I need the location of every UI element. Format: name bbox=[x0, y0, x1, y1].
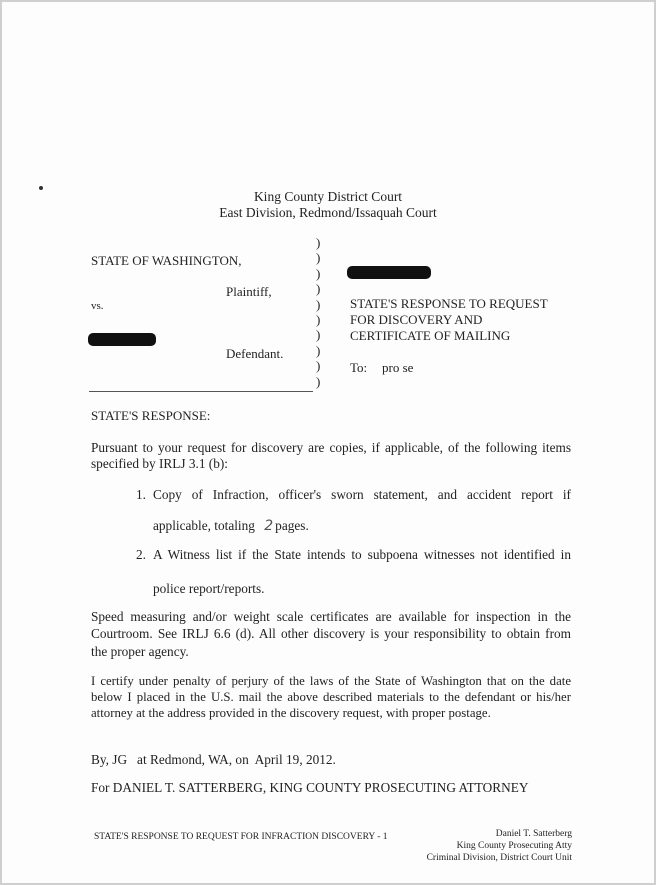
vs-label: vs. bbox=[91, 300, 104, 312]
to-value: pro se bbox=[382, 360, 414, 375]
to-label: To: bbox=[350, 360, 368, 375]
footer-attorney-unit: Criminal Division, District Court Unit bbox=[426, 853, 572, 863]
redacted-defendant-name bbox=[88, 333, 156, 346]
footer-attorney-office: King County Prosecuting Atty bbox=[456, 841, 572, 851]
item-2-line-1: A Witness list if the State intends to subpoena witnesses not identified in bbox=[153, 547, 571, 562]
intro-line-2: specified by IRLJ 3.1 (b): bbox=[91, 456, 229, 471]
caption-rule bbox=[89, 391, 313, 392]
item-1-applicable: applicable, totaling bbox=[153, 518, 255, 533]
handwritten-page-count: 2 bbox=[264, 518, 274, 534]
item-1-number: 1. bbox=[136, 487, 146, 502]
caption-divider: ) ) ) ) ) ) ) ) ) ) bbox=[316, 235, 321, 389]
speed-line-2: Courtroom. See IRLJ 6.6 (d). All other discovery is your responsibility to obtain from bbox=[91, 626, 571, 641]
item-2-line-2: police report/reports. bbox=[153, 581, 265, 596]
doc-title-line-1: STATE'S RESPONSE TO REQUEST bbox=[350, 296, 548, 311]
doc-title-line-2: FOR DISCOVERY AND bbox=[350, 312, 483, 327]
court-division: East Division, Redmond/Issaquah Court bbox=[219, 205, 437, 220]
response-heading: STATE'S RESPONSE: bbox=[91, 408, 211, 423]
footer-title: STATE'S RESPONSE TO REQUEST FOR INFRACTION DISCOVERY - 1 bbox=[94, 832, 388, 842]
certify-line-3: attorney at the address provided in the discovery request, with proper postage. bbox=[91, 706, 491, 720]
footer-attorney-name: Daniel T. Satterberg bbox=[495, 829, 572, 839]
speed-line-1: Speed measuring and/or weight scale certificates are available for inspection in the bbox=[91, 609, 571, 624]
item-1-line-2 bbox=[153, 517, 309, 535]
redacted-case-number bbox=[347, 266, 431, 279]
certify-line-2: below I placed in the U.S. mail the above described materials to the defendant or his/her bbox=[91, 690, 571, 704]
speed-line-3: the proper agency. bbox=[91, 644, 189, 659]
plaintiff-label: Plaintiff, bbox=[226, 284, 272, 299]
doc-title-line-3: CERTIFICATE OF MAILING bbox=[350, 328, 511, 343]
item-1-pages: pages. bbox=[275, 518, 309, 533]
prosecutor-line: For DANIEL T. SATTERBERG, KING COUNTY PROSECUTING ATTORNEY bbox=[91, 780, 529, 795]
footer-attorney-block bbox=[427, 828, 572, 864]
signature-line: By, JG at Redmond, WA, on April 19, 2012. bbox=[91, 752, 336, 767]
party-state: STATE OF WASHINGTON, bbox=[91, 253, 242, 268]
court-name: King County District Court bbox=[253, 189, 403, 204]
certify-line-1: I certify under penalty of perjury of the laws of the State of Washington that on the date bbox=[91, 674, 571, 688]
intro-line-1: Pursuant to your request for discovery are copies, if applicable, of the following items bbox=[91, 440, 571, 455]
defendant-label: Defendant. bbox=[226, 346, 284, 361]
item-1-line-1: Copy of Infraction, officer's sworn statement, and accident report if bbox=[153, 487, 571, 502]
item-2-number: 2. bbox=[136, 547, 146, 562]
